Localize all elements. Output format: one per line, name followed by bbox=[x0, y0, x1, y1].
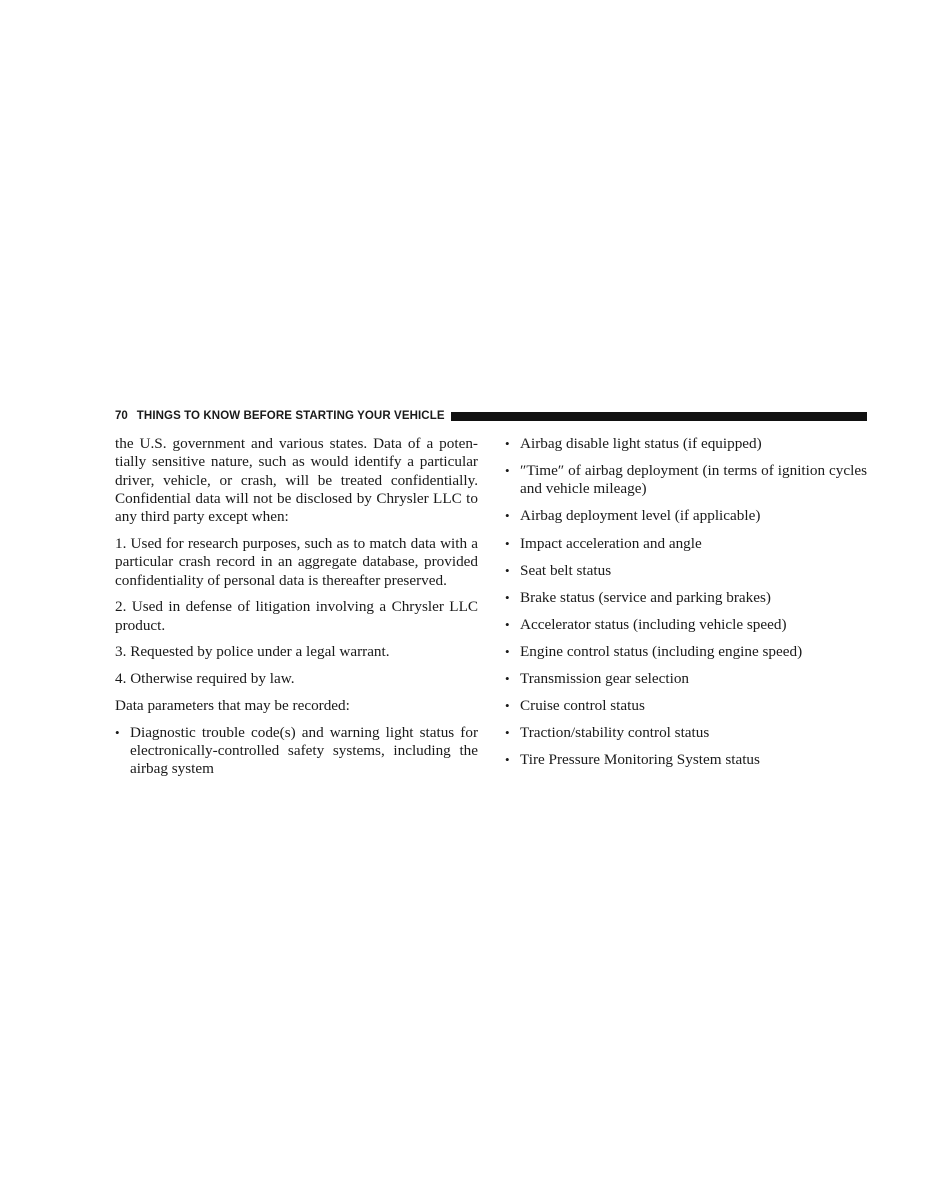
bullet-icon: • bbox=[505, 671, 510, 687]
list-item bbox=[505, 507, 867, 525]
paragraph-data-parameters: Data parameters that may be recorded: bbox=[115, 697, 350, 715]
bullet-icon: • bbox=[505, 752, 510, 768]
page-number: 70 bbox=[115, 410, 128, 422]
list-item bbox=[505, 670, 867, 688]
list-item bbox=[505, 724, 867, 742]
list-item bbox=[505, 462, 867, 499]
right-column bbox=[505, 435, 867, 778]
section-title: THINGS TO KNOW BEFORE STARTING YOUR VEHICLE bbox=[136, 410, 445, 422]
list-item bbox=[505, 616, 867, 634]
paragraph-item-1: 1. Used for research purposes, such as to match data with a particular crash record in an aggregate database, provided confidentiality of personal data is thereafter preserved. bbox=[115, 534, 478, 589]
list-item-text: Cruise control status bbox=[520, 697, 645, 715]
bullet-icon: • bbox=[505, 535, 510, 551]
left-bullet-list bbox=[115, 724, 478, 779]
bullet-icon: • bbox=[115, 724, 120, 740]
page-header bbox=[115, 409, 867, 423]
left-column bbox=[115, 435, 478, 788]
bullet-icon: • bbox=[505, 725, 510, 741]
list-item-text: Transmission gear selection bbox=[520, 670, 690, 688]
list-item-text: Tire Pressure Monitoring System status bbox=[520, 751, 760, 769]
bullet-icon: • bbox=[505, 698, 510, 714]
list-item-text: Brake status (service and parking brakes) bbox=[520, 588, 771, 606]
paragraph-item-4: 4. Otherwise required by law. bbox=[115, 670, 295, 688]
bullet-icon: • bbox=[505, 616, 510, 632]
list-item-text: Airbag disable light status (if equipped) bbox=[520, 435, 762, 452]
list-item bbox=[115, 724, 478, 779]
list-item-text: Seat belt status bbox=[520, 561, 612, 579]
paragraph-item-2: 2. Used in defense of litigation involving a Chrysler LLC product. bbox=[115, 598, 478, 634]
list-item-text: Engine control status (including engine speed) bbox=[520, 642, 803, 660]
list-item-text: Accelerator status (including vehicle speed) bbox=[520, 615, 787, 633]
list-item bbox=[505, 535, 867, 553]
list-item-text: Impact acceleration and angle bbox=[520, 534, 702, 552]
paragraph-item-3: 3. Requested by police under a legal warrant. bbox=[115, 643, 390, 661]
list-item-text: Airbag deployment level (if applicable) bbox=[520, 507, 761, 525]
bullet-icon: • bbox=[505, 436, 510, 451]
list-item bbox=[505, 435, 867, 453]
bullet-icon: • bbox=[505, 562, 510, 578]
list-item-text: ″Time″ of airbag deployment (in terms of ignition cycles and vehicle mileage) bbox=[520, 462, 867, 498]
header-rule bbox=[451, 412, 867, 421]
list-item bbox=[505, 562, 867, 580]
list-item bbox=[505, 697, 867, 715]
list-item bbox=[505, 751, 867, 769]
list-item-text: Traction/stability control status bbox=[520, 724, 710, 742]
list-item bbox=[505, 589, 867, 607]
bullet-icon: • bbox=[505, 508, 510, 524]
bullet-icon: • bbox=[505, 589, 510, 605]
list-item bbox=[505, 643, 867, 661]
list-item-text: Diagnostic trouble code(s) and warning light status for electronically-controlled safety systems, including the airbag system bbox=[130, 723, 478, 778]
bullet-icon: • bbox=[505, 463, 510, 479]
bullet-icon: • bbox=[505, 643, 510, 659]
right-bullet-list bbox=[505, 435, 867, 770]
paragraph-intro: the U.S. government and various states. Data of a poten-tially sensitive nature, such as would identify a particular driver, vehicle, or crash, will be treated confidentially. Confidential data will not be disclosed by Chrysler LLC to any third party except when: bbox=[115, 435, 478, 526]
